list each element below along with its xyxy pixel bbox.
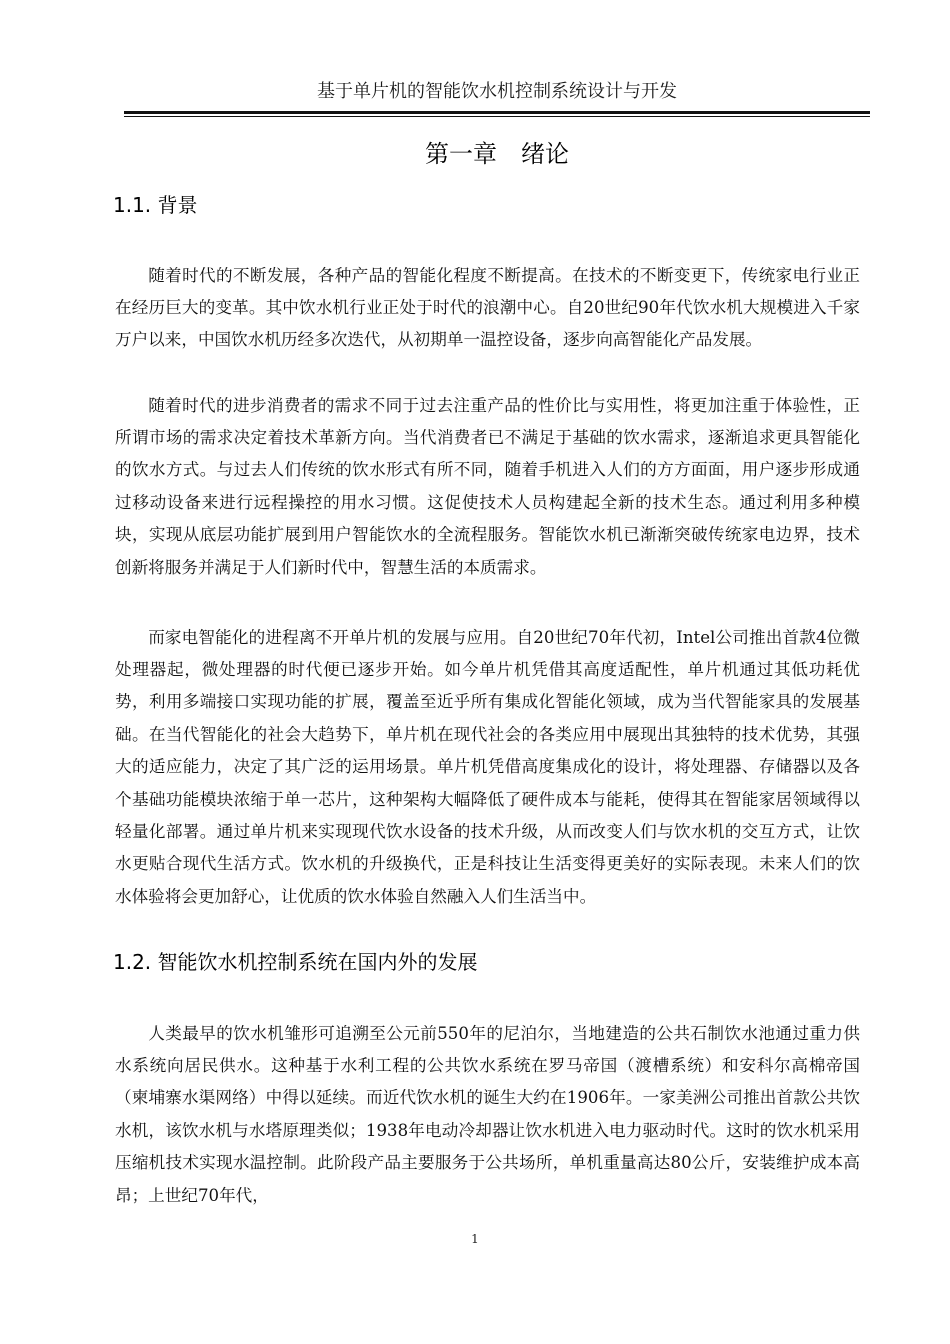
section-heading-development: 1.2. 智能饮水机控制系统在国内外的发展 — [113, 950, 478, 974]
header-rule-thick — [124, 111, 870, 114]
running-header: 基于单片机的智能饮水机控制系统设计与开发 — [317, 81, 677, 102]
header-rule-thin — [124, 116, 870, 117]
paragraph: 而家电智能化的进程离不开单片机的发展与应用。自20世纪70年代初，Intel公司推出首款4位微处理器起，微处理器的时代便已逐步开始。如今单片机凭借其高度适配性，单片机通过其低功耗优势，利用多端接口实现功能的扩展，覆盖至近乎所有集成化智能化领域，成为当代智能家具的发展基础。在当代智能化的社会大趋势下，单片机在现代社会的各类应用中展现出其独特的技术优势，其强大的适应能力，决定了其广泛的运用场景。单片机凭借高度集成化的设计，将处理器、存储器以及各个基础功能模块浓缩于单一芯片，这种架构大幅降低了硬件成本与能耗，使得其在智能家居领域得以轻量化部署。通过单片机来实现现代饮水设备的技术升级，从而改变人们与饮水机的交互方式，让饮水更贴合现代生活方式。饮水机的升级换代，正是科技让生活变得更美好的实际表现。未来人们的饮水体验将会更加舒心，让优质的饮水体验自然融入人们生活当中。 — [115, 627, 860, 906]
page-number: 1 — [471, 1232, 479, 1246]
section-heading-background: 1.1. 背景 — [113, 193, 198, 217]
paragraph: 随着时代的进步消费者的需求不同于过去注重产品的性价比与实用性，将更加注重于体验性，正所谓市场的需求决定着技术革新方向。当代消费者已不满足于基础的饮水需求，逐渐追求更具智能化的饮水方式。与过去人们传统的饮水形式有所不同，随着手机进入人们的方方面面，用户逐步形成通过移动设备来进行远程操控的用水习惯。这促使技术人员构建起全新的技术生态。通过利用多种模块，实现从底层功能扩展到用户智能饮水的全流程服务。智能饮水机已渐渐突破传统家电边界，技术创新将服务并满足于人们新时代中，智慧生活的本质需求。 — [115, 395, 860, 577]
chapter-title: 第一章 绪论 — [425, 140, 569, 168]
paragraph: 随着时代的不断发展，各种产品的智能化程度不断提高。在技术的不断变更下，传统家电行业正在经历巨大的变革。其中饮水机行业正处于时代的浪潮中心。自20世纪90年代饮水机大规模进入千家万户以来，中国饮水机历经多次迭代，从初期单一温控设备，逐步向高智能化产品发展。 — [115, 265, 860, 350]
paragraph: 人类最早的饮水机雏形可追溯至公元前550年的尼泊尔，当地建造的公共石制饮水池通过重力供水系统向居民供水。这种基于水利工程的公共饮水系统在罗马帝国（渡槽系统）和安科尔高棉帝国（柬埔寨水渠网络）中得以延续。而近代饮水机的诞生大约在1906年。一家美洲公司推出首款公共饮水机，该饮水机与水塔原理类似；1938年电动冷却器让饮水机进入电力驱动时代。这时的饮水机采用压缩机技术实现水温控制。此阶段产品主要服务于公共场所，单机重量高达80公斤，安装维护成本高昂；上世纪70年代， — [115, 1023, 860, 1205]
